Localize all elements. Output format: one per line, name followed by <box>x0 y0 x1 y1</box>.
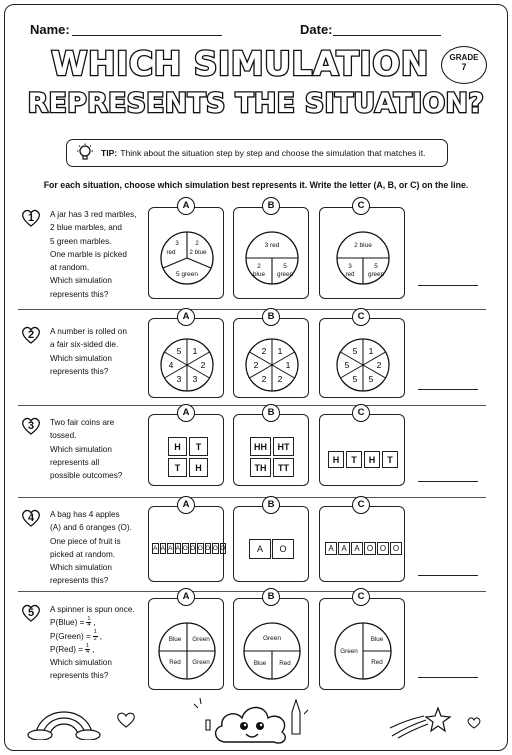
q1-option-c[interactable] <box>319 207 405 299</box>
question-number: 1 <box>27 212 35 224</box>
heart-icon <box>466 716 482 730</box>
lightbulb-icon <box>75 143 95 163</box>
q3-option-c[interactable] <box>319 414 405 486</box>
fruit-cell: A <box>175 545 180 552</box>
option-letter-a: A <box>177 404 195 422</box>
shooting-star-icon <box>388 702 454 740</box>
option-letter-b: B <box>262 308 280 326</box>
q2-option-c[interactable] <box>319 318 405 398</box>
fruit-cell: O <box>182 545 188 552</box>
option-letter-b: B <box>262 404 280 422</box>
title-line-1: WHICH SIMULATION <box>51 44 429 83</box>
question-number-badge <box>22 326 42 346</box>
question-line: (A) and 6 oranges (O). <box>50 523 132 533</box>
question-text <box>50 208 146 301</box>
answer-line-3[interactable] <box>418 481 478 482</box>
outcome-cell: HT <box>273 437 294 456</box>
q3-option-a[interactable] <box>148 414 224 486</box>
q1-c-label: 3 red <box>345 263 355 278</box>
outcome-cell: H <box>189 458 208 477</box>
outcome-cell: T <box>189 437 208 456</box>
q1-a-label: red <box>166 249 176 256</box>
answer-line-1[interactable] <box>418 285 478 286</box>
fraction-numerator: 1 <box>86 642 90 649</box>
q5-b-spinner <box>242 621 302 681</box>
spinner-section-label: 5 <box>352 346 358 357</box>
fraction-numerator: 1 <box>87 615 91 622</box>
q1-c-label: 2 blue <box>354 242 372 249</box>
grade-badge <box>441 46 487 84</box>
fruit-cell: A <box>153 545 158 552</box>
fraction-denominator: 4 <box>87 622 91 629</box>
option-letter-a: A <box>177 588 195 606</box>
fruit-cell: A <box>338 542 350 555</box>
question-line: picked at random. <box>50 549 116 559</box>
fruit-cell: A <box>249 539 271 559</box>
spinner-section-label: 1 <box>192 346 198 357</box>
fruit-cell: O <box>364 542 376 555</box>
q5-c-label: Blue <box>370 636 384 643</box>
question-line: A spinner is spun once. <box>50 605 135 614</box>
option-letter-c: C <box>352 404 370 422</box>
q2-option-b[interactable] <box>233 318 309 398</box>
fruit-cell: O <box>390 542 402 555</box>
q3-c-row <box>328 451 398 468</box>
question-line: at random. <box>50 263 90 273</box>
q5-c-label: Green <box>340 648 358 655</box>
question-number: 3 <box>27 420 35 432</box>
fruit-cell: O <box>212 545 218 552</box>
question-number-badge <box>22 509 42 529</box>
question-line: a fair six-sided die. <box>50 340 119 350</box>
outcome-cell: T <box>168 458 187 477</box>
spinner-section-label: 4 <box>168 360 174 370</box>
spinner-section-label: 3 <box>192 373 198 384</box>
fruit-cell: O <box>205 545 211 552</box>
option-letter-c: C <box>352 197 370 215</box>
question-line: Which simulation <box>50 276 112 286</box>
q4-option-c[interactable] <box>319 506 405 582</box>
tip-label: TIP: <box>101 148 118 158</box>
grade-label: GRADE <box>449 53 479 62</box>
question-text <box>50 416 146 482</box>
q3-b-grid <box>250 437 294 477</box>
question-line: represents this? <box>50 289 109 299</box>
answer-line-4[interactable] <box>418 575 478 576</box>
question-number: 2 <box>27 329 35 341</box>
punctuation: , <box>92 644 95 654</box>
outcome-cell: T <box>346 451 362 468</box>
fruit-cell: O <box>377 542 389 555</box>
spinner-section-label: 5 <box>176 346 182 357</box>
fruit-cell: O <box>220 545 226 552</box>
tip-text: Think about the situation step by step and choose the simulation that matches it. <box>120 148 426 158</box>
outcome-cell: TH <box>250 458 271 477</box>
spinner-section-label: 5 <box>352 373 358 384</box>
q5-c-label: Red <box>371 659 383 666</box>
question-line: Which simulation <box>50 563 112 573</box>
question-text <box>50 508 146 588</box>
divider <box>18 497 486 498</box>
question-line: Which simulation <box>50 444 112 454</box>
question-number: 4 <box>27 512 35 524</box>
question-number-badge <box>22 604 42 624</box>
question-line: Two fair coins are <box>50 418 115 427</box>
fraction-denominator: 4 <box>86 649 90 656</box>
q4-option-a[interactable] <box>148 506 224 582</box>
option-letter-b: B <box>262 496 280 514</box>
q5-b-label: Blue <box>253 660 267 667</box>
question-text <box>50 603 146 683</box>
q1-a-label: 5 green <box>175 271 199 278</box>
outcome-cell: T <box>382 451 398 468</box>
question-line: One marble is picked <box>50 249 127 259</box>
spinner-section-label: 2 <box>253 360 259 370</box>
probability-label: P(Green) = <box>50 631 91 641</box>
answer-line-2[interactable] <box>418 389 478 390</box>
outcome-cell: H <box>168 437 187 456</box>
option-letter-c: C <box>352 308 370 326</box>
spinner-section-label: 2 <box>277 373 283 384</box>
q1-b-label: 2 blue <box>253 263 265 278</box>
fruit-cell: A <box>160 545 165 552</box>
fraction-numerator: 1 <box>93 629 97 636</box>
option-letter-c: C <box>352 496 370 514</box>
rainbow-icon <box>26 706 102 740</box>
q5-a-label: Green <box>192 659 210 666</box>
option-letter-b: B <box>262 197 280 215</box>
question-line: tossed. <box>50 431 77 441</box>
question-line: Which simulation <box>50 353 112 363</box>
probability-line <box>50 643 146 656</box>
spinner-section-label: 5 <box>344 360 350 370</box>
cloud-mascot-icon <box>192 690 312 752</box>
question-number: 5 <box>27 607 35 619</box>
q3-option-b[interactable] <box>233 414 309 486</box>
spinner-section-label: 1 <box>368 346 374 357</box>
fraction-denominator: 2 <box>93 635 97 642</box>
q1-option-a[interactable] <box>148 207 224 299</box>
fraction <box>85 644 90 656</box>
punctuation: , <box>93 618 96 628</box>
question-number-badge <box>22 417 42 437</box>
q3-a-grid <box>168 437 208 477</box>
divider <box>18 591 486 592</box>
fruit-cell: O <box>190 545 196 552</box>
q5-option-b[interactable] <box>233 598 309 690</box>
question-line: 2 blue marbles, and <box>50 223 122 233</box>
q4-b-row <box>249 539 294 559</box>
question-line: 5 green marbles. <box>50 236 112 246</box>
q5-a-label: Green <box>192 636 210 643</box>
fruit-cell: A <box>351 542 363 555</box>
q1-b-label: 3 red <box>264 242 280 249</box>
outcome-cell: H <box>328 451 344 468</box>
q4-option-b[interactable] <box>233 506 309 582</box>
punctuation: , <box>99 631 103 641</box>
spinner-section-label: 3 <box>176 373 182 384</box>
question-line: possible outcomes? <box>50 471 123 481</box>
question-number-badge <box>22 209 42 229</box>
fraction <box>86 617 91 629</box>
q2-option-a[interactable] <box>148 318 224 398</box>
probability-label: P(Blue) = <box>50 618 85 628</box>
q5-b-label: Red <box>279 660 291 667</box>
spinner-section-label: 1 <box>285 360 291 370</box>
q1-option-b[interactable] <box>233 207 309 299</box>
question-text <box>50 325 146 378</box>
q2-b-spinner <box>244 337 300 393</box>
spinner-section-label: 2 <box>261 346 267 357</box>
probability-line <box>50 616 146 629</box>
q1-b-label: 5 green <box>276 263 294 278</box>
divider <box>18 405 486 406</box>
q1-a-label: 3 <box>175 241 179 247</box>
fraction <box>93 630 98 642</box>
outcome-cell: H <box>364 451 380 468</box>
tip-box <box>66 139 448 167</box>
name-field[interactable] <box>72 23 222 36</box>
question-line: Which simulation <box>50 658 112 668</box>
grade-value: 7 <box>461 62 467 72</box>
q4-a-row <box>152 543 226 554</box>
fruit-cell: A <box>325 542 337 555</box>
option-letter-a: A <box>177 496 195 514</box>
option-letter-a: A <box>177 308 195 326</box>
q1-a-label: 2 blue <box>189 249 207 256</box>
q5-a-label: Blue <box>168 636 182 643</box>
spinner-section-label: 5 <box>368 373 374 384</box>
q5-option-c[interactable] <box>319 598 405 690</box>
date-field[interactable] <box>333 23 441 36</box>
outcome-cell: TT <box>273 458 294 477</box>
q1-c-label: 5 green <box>367 263 385 278</box>
question-line: represents this? <box>50 576 109 586</box>
spinner-section-label: 2 <box>200 360 206 370</box>
question-line: represents this? <box>50 671 109 681</box>
divider <box>18 309 486 310</box>
q5-option-a[interactable] <box>148 598 224 690</box>
option-letter-b: B <box>262 588 280 606</box>
q2-a-spinner <box>159 337 215 393</box>
title-line-2: REPRESENTS THE SITUATION? <box>27 88 485 119</box>
spinner-section-label: 2 <box>261 373 267 384</box>
question-line: One piece of fruit is <box>50 536 121 546</box>
fruit-cell: O <box>272 539 294 559</box>
spinner-section-label: 1 <box>277 346 283 357</box>
option-letter-c: C <box>352 588 370 606</box>
q4-c-row <box>325 542 402 555</box>
answer-line-5[interactable] <box>418 677 478 678</box>
instructions: For each situation, choose which simulation best represents it. Write the letter (A, B, or C) on the line. <box>43 180 469 190</box>
q2-c-spinner <box>335 337 391 393</box>
q5-a-label: Red <box>169 659 181 666</box>
option-letter-a: A <box>177 197 195 215</box>
question-line: A number is rolled on <box>50 327 127 336</box>
question-line: A bag has 4 apples <box>50 510 120 519</box>
q5-b-label: Green <box>262 635 282 642</box>
question-line: represents all <box>50 457 100 467</box>
q1-a-label: 2 <box>195 241 199 247</box>
outcome-cell: HH <box>250 437 271 456</box>
fruit-cell: O <box>197 545 203 552</box>
q5-a-spinner <box>157 621 217 681</box>
spinner-section-label: 2 <box>376 360 382 370</box>
probability-label: P(Red) = <box>50 644 83 654</box>
question-line: represents this? <box>50 366 109 376</box>
probability-line <box>50 630 146 643</box>
name-label: Name: <box>30 22 70 37</box>
heart-icon <box>114 710 138 730</box>
fruit-cell: A <box>168 545 173 552</box>
question-line: A jar has 3 red marbles, <box>50 210 137 219</box>
date-label: Date: <box>300 22 333 37</box>
